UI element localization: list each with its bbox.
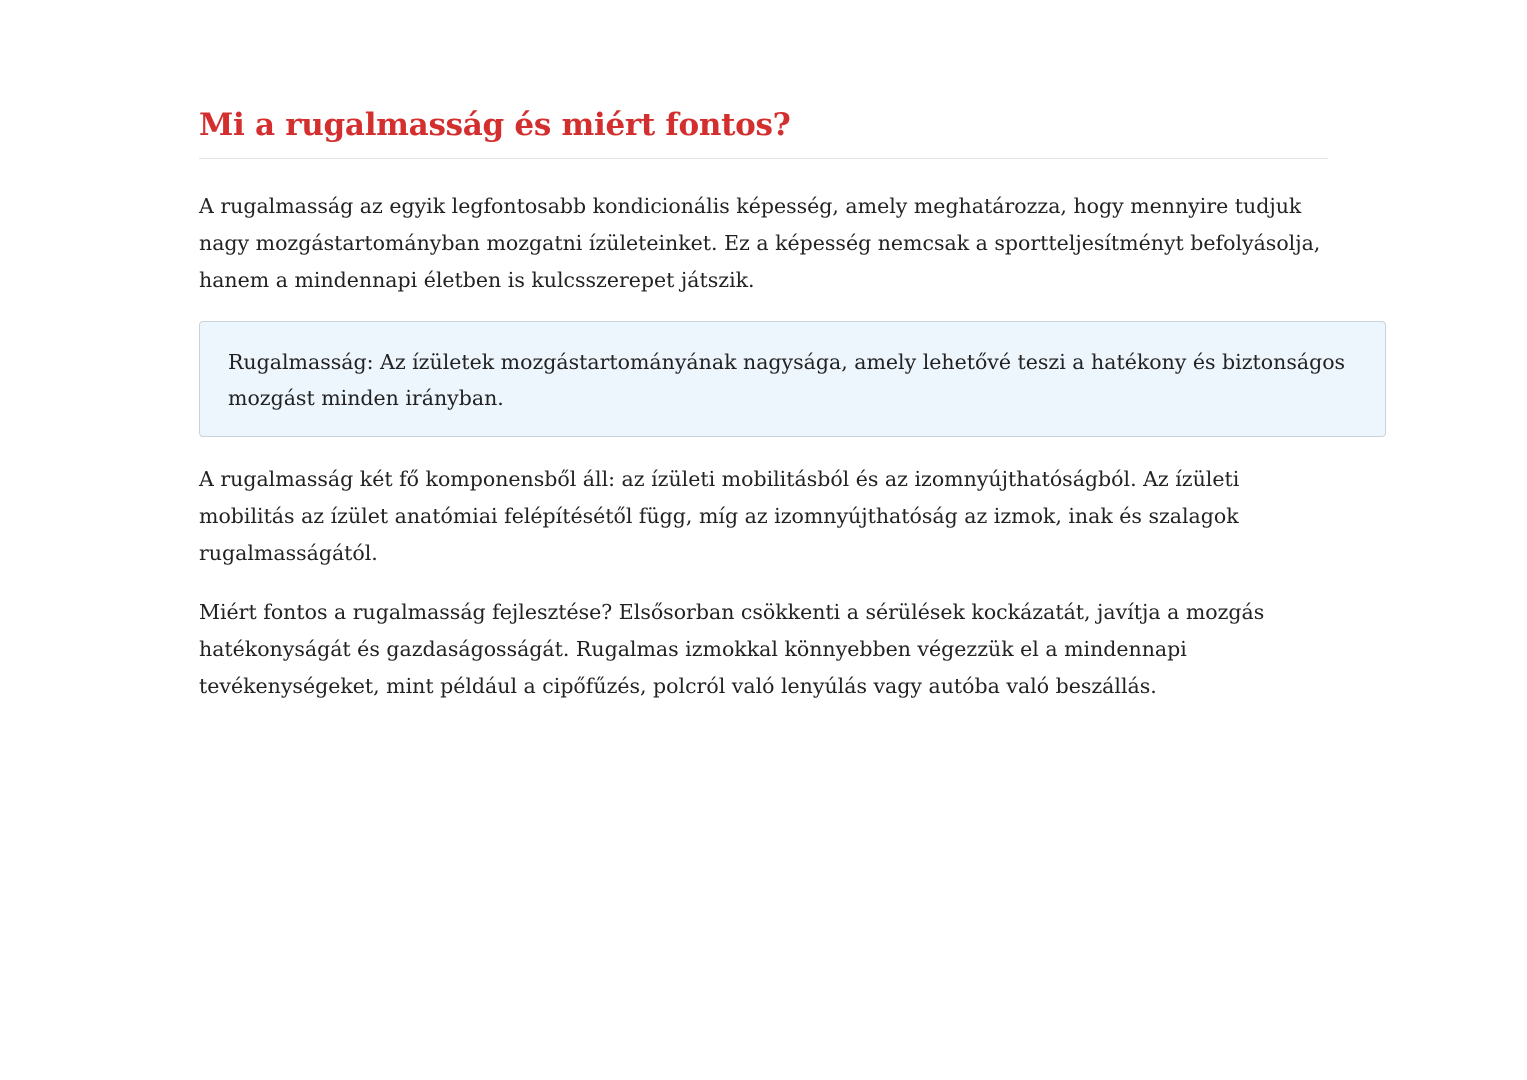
intro-paragraph: A rugalmasság az egyik legfontosabb kondicionális képesség, amely meghatározza, hogy mennyire tudjuk nagy mozgástartományban mozgatni ízületeinket. Ez a képesség nemcsak a sportteljesítményt befolyásolja, hanem a mindennapi életben is kulcsszerepet játszik. (199, 194, 1321, 292)
definition-box (199, 321, 1386, 437)
components-paragraph: A rugalmasság két fő komponensből áll: az ízületi mobilitásból és az izomnyújthatóságból. Az ízületi mobilitás az ízület anatómiai felépítésétől függ, míg az izomnyújthatóság az izmok, inak és szalagok rugalmasságától. (199, 467, 1240, 565)
definition-text: Rugalmasság: Az ízületek mozgástartományának nagysága, amely lehetővé teszi a hatékony és biztonságos mozgást minden irányban. (228, 350, 1346, 410)
article (199, 100, 1386, 705)
importance-paragraph: Miért fontos a rugalmasság fejlesztése? Elsősorban csökkenti a sérülések kockázatát, javítja a mozgás hatékonyságát és gazdaságosságát. Rugalmas izmokkal könnyebben végezzük el a mindennapi tevékenységeket, mint például a cipőfűzés, polcról való lenyúlás vagy autóba való beszállás. (199, 600, 1265, 698)
page-title: Mi a rugalmasság és miért fontos? (199, 100, 1328, 159)
